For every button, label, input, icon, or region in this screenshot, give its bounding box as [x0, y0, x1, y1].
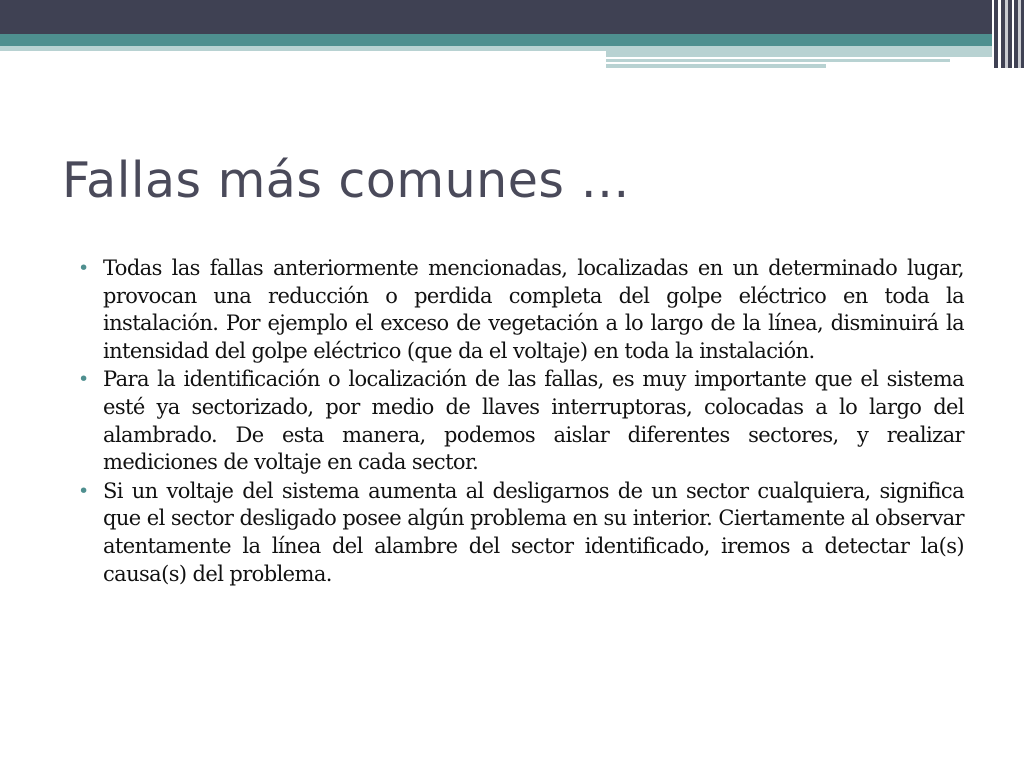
bullet-text: Para la identificación o localización de las fallas, es muy importante que el sistema esté ya sectorizado, por medio de llaves interruptoras, colocadas a lo largo del alambrado. De esta manera, podemos aislar diferentes sectores, y realizar mediciones de voltaje en cada sector. — [103, 367, 964, 475]
bullet-list — [78, 255, 964, 589]
header-band-right-block — [606, 51, 992, 57]
bullet-item — [78, 478, 964, 588]
bullet-text: Si un voltaje del sistema aumenta al desligarnos de un sector cualquiera, significa que el sector desligado posee algún problema en su interior. Ciertamente al observar atentamente la línea del alambre del sector identificado, iremos a detectar la(s) causa(s) del problema. — [103, 478, 964, 586]
bullet-marker-icon: • — [78, 368, 90, 391]
header-band-dark — [0, 0, 992, 34]
bullet-text: Todas las fallas anteriormente mencionadas, localizadas en un determinado lugar, provocan una reducción o perdida completa del golpe eléctrico en toda la instalación. Por ejemplo el exceso de vegetación a lo largo de la línea, disminuirá la intensidad del golpe eléctrico (que da el voltaje) en toda la instalación. — [103, 256, 964, 363]
slide-title: Fallas más comunes … — [62, 152, 630, 209]
header-band-right-line — [606, 59, 950, 62]
header-band-teal — [0, 34, 992, 46]
header-edge-strips — [992, 0, 1024, 68]
bullet-marker-icon: • — [78, 257, 90, 279]
header-band-right-line-short — [606, 64, 826, 68]
bullet-item — [78, 366, 964, 476]
bullet-marker-icon: • — [78, 479, 90, 502]
bullet-item — [78, 255, 964, 365]
